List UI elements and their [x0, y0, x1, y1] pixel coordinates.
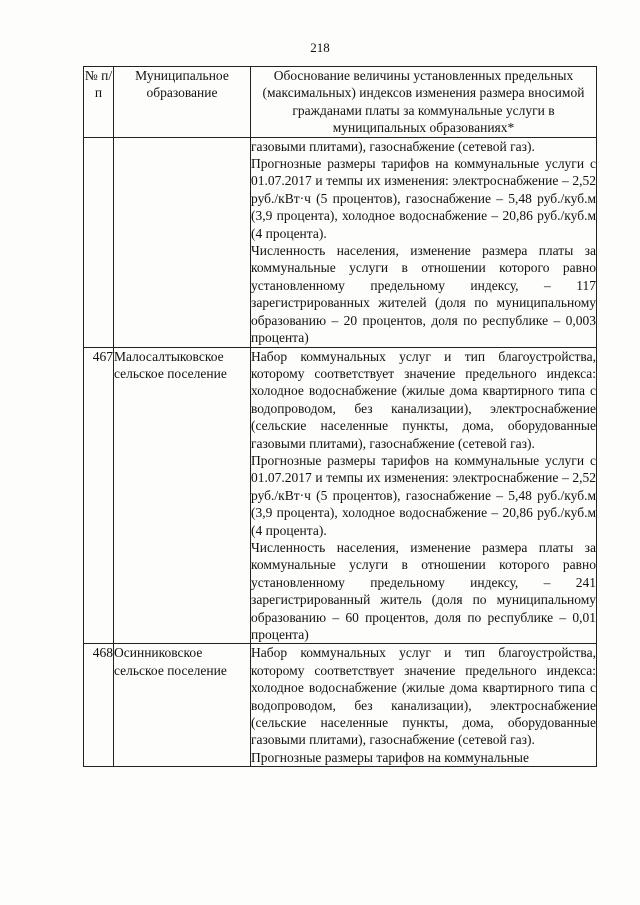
justification-paragraph: Набор коммунальных услуг и тип благоустройства, которому соответствует значение предельного индекса: холодное водоснабжение (жилые дома квартирного типа с водопроводом, без канализации), электроснабжение (сельские населенные пункты, дома, оборудованные газовыми плитами), газоснабжение (сетевой газ).: [251, 348, 596, 451]
justification-paragraph: Прогнозные размеры тарифов на коммунальные услуги с 01.07.2017 и темпы их изменения: электроснабжение – 2,52 руб./кВт·ч (5 процентов), газоснабжение – 5,48 руб./куб.м (3,9 процента), холодное водоснабжение – 20,86 руб./куб.м (4 процента).: [251, 452, 596, 538]
row-municipality: Малосалтыковское сельское поселение: [114, 347, 251, 644]
table-row: [84, 137, 597, 347]
row-municipality: [114, 137, 251, 347]
row-justification: [251, 644, 597, 767]
row-justification: [251, 137, 597, 347]
header-justification: Обоснование величины установленных предельных (максимальных) индексов изменения размера вносимой гражданами платы за коммунальные услуги в муниципальных образованиях*: [251, 67, 597, 138]
justification-paragraph: Набор коммунальных услуг и тип благоустройства, которому соответствует значение предельного индекса: холодное водоснабжение (жилые дома квартирного типа с водопроводом, без канализации), электроснабжение (сельские населенные пункты, дома, оборудованные газовыми плитами), газоснабжение (сетевой газ).: [251, 645, 596, 748]
row-municipality: Осинниковское сельское поселение: [114, 644, 251, 767]
table-row: [84, 644, 597, 767]
header-number: № п/п: [84, 67, 114, 138]
header-municipality: Муниципальное образование: [114, 67, 251, 138]
table-header-row: [84, 67, 597, 138]
row-number: [84, 137, 114, 347]
tariff-table: [83, 66, 597, 767]
justification-paragraph: Прогнозные размеры тарифов на коммунальные: [251, 749, 529, 765]
table-row: [84, 347, 597, 644]
justification-paragraph: Численность населения, изменение размера платы за коммунальные услуги в отношении которого равно установленному предельному индексу, – 117 зарегистрированных жителей (доля по муниципальному образованию – 20 процентов, доля по республике – 0,003 процента): [251, 243, 596, 346]
row-number: 468: [84, 644, 114, 767]
justification-paragraph: газовыми плитами), газоснабжение (сетевой газ).: [251, 138, 535, 154]
justification-paragraph: Прогнозные размеры тарифов на коммунальные услуги с 01.07.2017 и темпы их изменения: электроснабжение – 2,52 руб./кВт·ч (5 процентов), газоснабжение – 5,48 руб./куб.м (3,9 процента), холодное водоснабжение – 20,86 руб./куб.м (4 процента).: [251, 156, 596, 241]
page-number: 218: [310, 40, 330, 55]
row-number: 467: [84, 347, 114, 644]
justification-paragraph: Численность населения, изменение размера платы за коммунальные услуги в отношении которого равно установленному предельному индексу, – 241 зарегистрированный житель (доля по муниципальному образованию – 60 процентов, доля по республике – 0,01 процента): [251, 539, 596, 642]
row-justification: [251, 347, 597, 644]
